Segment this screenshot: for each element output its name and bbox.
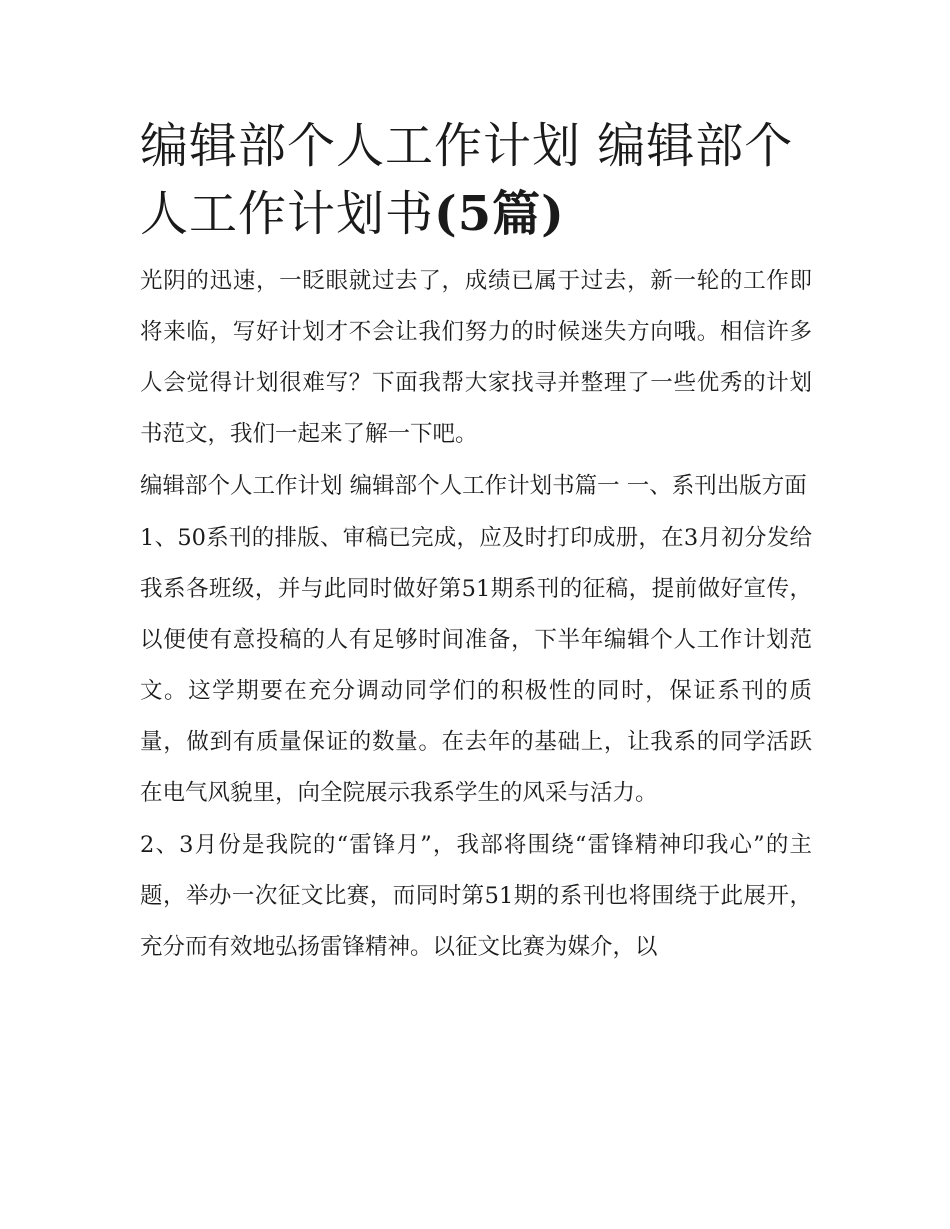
item-1-paragraph: 1、50系刊的排版、审稿已完成，应及时打印成册，在3月初分发给我系各班级，并与此同时做好第51期系刊的征稿，提前做好宣传，以便使有意投稿的人有足够时间准备，下半年编辑个人工作计划范文。这学期要在充分调动同学们的积极性的同时，保证系刊的质量，做到有质量保证的数量。在去年的基础上，让我系的同学活跃在电气风貌里，向全院展示我系学生的风采与活力。 — [140, 525, 812, 806]
document-body — [140, 256, 812, 973]
intro-paragraph: 光阴的迅速，一眨眼就过去了，成绩已属于过去，新一轮的工作即将来临，写好计划才不会让我们努力的时候迷失方向哦。相信许多人会觉得计划很难写？下面我帮大家找寻并整理了一些优秀的计划书范文，我们一起来了解一下吧。 — [140, 268, 812, 447]
item-2-paragraph: 2、3月份是我院的“雷锋月”，我部将围绕“雷锋精神印我心”的主题，举办一次征文比赛，而同时第51期的系刊也将围绕于此展开，充分而有效地弘扬雷锋精神。以征文比赛为媒介，以 — [140, 832, 812, 960]
document-title — [140, 112, 812, 248]
document-page — [140, 112, 812, 974]
title-main-text: 编辑部个人工作计划 编辑部个人工作计划书 — [140, 118, 794, 242]
section-heading-paragraph: 编辑部个人工作计划 编辑部个人工作计划书篇一 一、系刊出版方面 — [140, 473, 807, 499]
title-count-text: (5篇) — [434, 186, 565, 242]
